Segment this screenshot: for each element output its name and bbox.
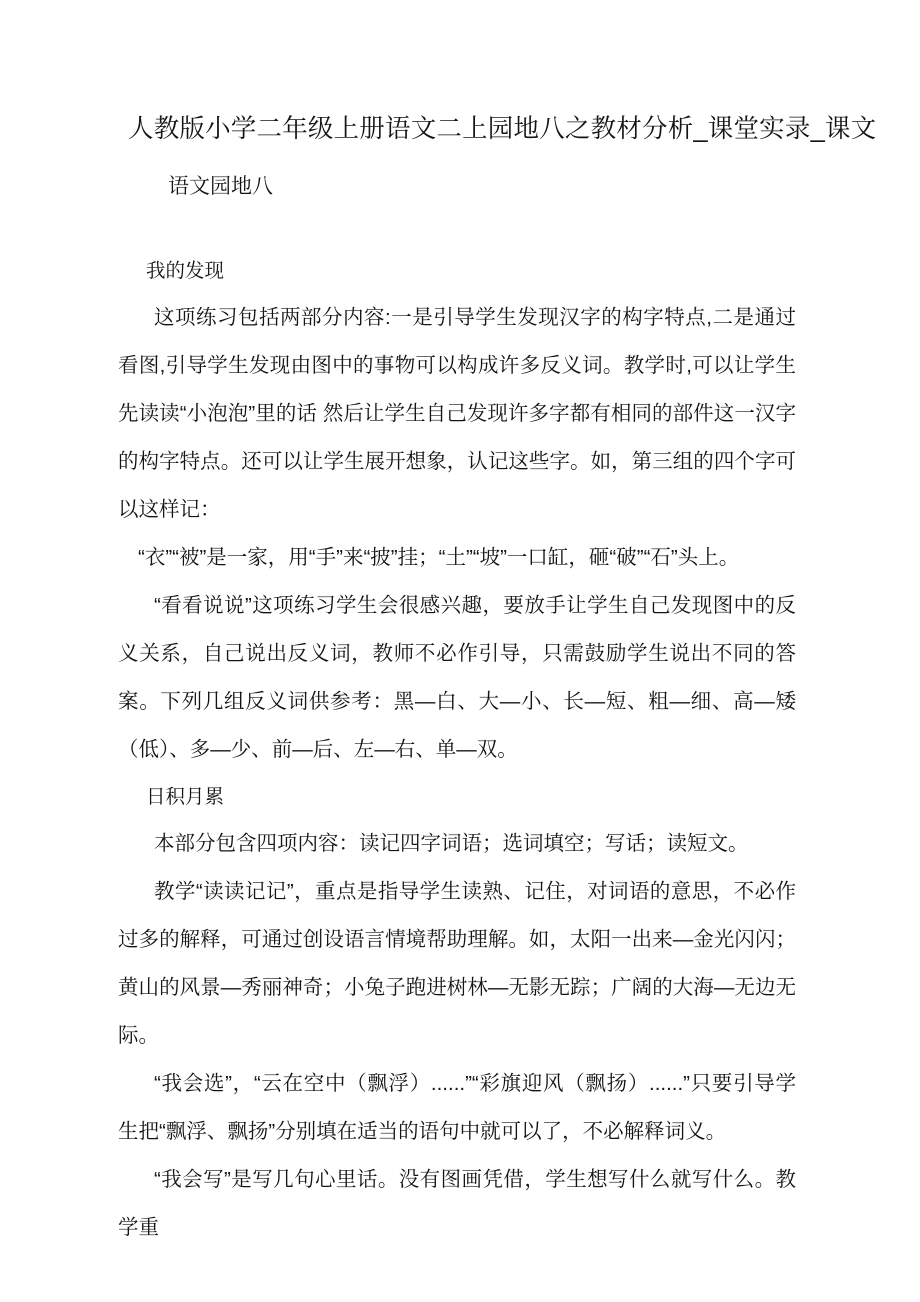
paragraph: 教学“读读记记”，重点是指导学生读熟、记住，对词语的意思，不必作过多的解释，可通过创设语言情境帮助理解。如，太阳一出来—金光闪闪；黄山的风景—秀丽神奇；小兔子跑进树林—无影无踪；广阔的大海—无边无际。: [118, 880, 796, 1047]
document-body: [118, 248, 796, 1252]
paragraph: “衣”“被”是一家，用“手”来“披”挂；“土”“坡”一口缸，砸“破”“石”头上。: [138, 546, 740, 569]
section-heading-daily-accumulation: 日积月累: [146, 786, 225, 808]
paragraph: “我会写”是写几句心里话。没有图画凭借，学生想写什么就写什么。教学重: [118, 1168, 796, 1239]
page-title: 人教版小学二年级上册语文二上园地八之教材分析_课堂实录_课文: [128, 115, 877, 143]
section-heading-my-discovery: 我的发现: [146, 260, 225, 282]
document-subtitle: 语文园地八: [168, 175, 273, 198]
paragraph: “看看说说”这项练习学生会很感兴趣，要放手让学生自己发现图中的反义关系，自己说出反义词，教师不必作引导，只需鼓励学生说出不同的答案。下列几组反义词供参考：黑—白、大—小、长—短、粗—细、高—矮（低）、多—少、前—后、左—右、单—双。: [118, 594, 796, 761]
paragraph: 这项练习包括两部分内容:一是引导学生发现汉字的构字特点,二是通过看图,引导学生发现由图中的事物可以构成许多反义词。教学时,可以让学生先读读“小泡泡”里的话 然后让学生自己发现许多字都有相同的部件这一汉字的构字特点。还可以让学生展开想象，认记这些字。如，第三组的四个字可以这样记：: [118, 306, 796, 521]
paragraph: 本部分包含四项内容：读记四字词语；选词填空；写话；读短文。: [154, 832, 749, 855]
paragraph: “我会选”，“云在空中（飘浮）......”“彩旗迎风（飘扬）......”只要引导学生把“飘浮、飘扬”分别填在适当的语句中就可以了，不必解释词义。: [118, 1072, 796, 1143]
